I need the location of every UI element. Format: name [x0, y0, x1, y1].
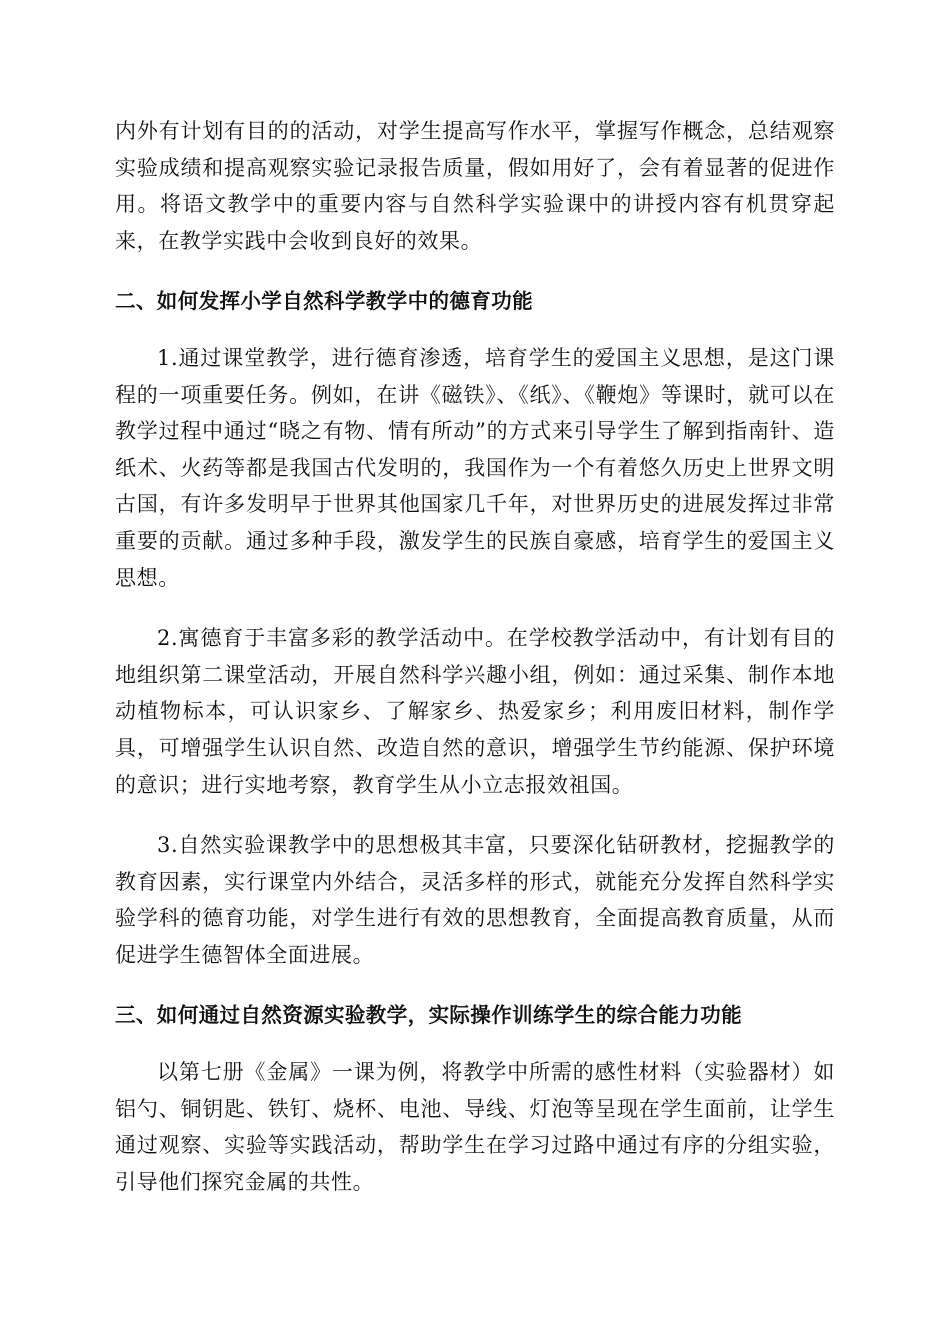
section-heading-2: 二、如何发挥小学自然科学教学中的德育功能: [115, 289, 533, 314]
paragraph-point-2: 2.寓德育于丰富多彩的教学活动中。在学校教学活动中，有计划有目的地组织第二课堂活动，开展自然科学兴趣小组，例如：通过采集、制作本地动植物标本，可认识家乡、了解家乡、热爱家乡；利用废旧材料，制作学具，可增强学生认识自然、改造自然的意识，增强学生节约能源、保护环境的意识；进行实地考察，教育学生从小立志报效祖国。: [115, 626, 835, 797]
section-heading-3: 三、如何通过自然资源实验教学，实际操作训练学生的综合能力功能: [115, 1003, 742, 1028]
document-page: [115, 113, 835, 1200]
paragraph-metal-example: 以第七册《金属》一课为例，将教学中所需的感性材料（实验器材）如铝勺、铜钥匙、铁钉、烧杯、电池、导线、灯泡等呈现在学生面前，让学生通过观察、实验等实践活动，帮助学生在学习过路中通过有序的分组实验，引导他们探究金属的共性。: [115, 1060, 835, 1194]
paragraph-intro-continued: 内外有计划有目的的活动，对学生提高写作水平，掌握写作概念，总结观察实验成绩和提高观察实验记录报告质量，假如用好了，会有着显著的促进作用。将语文教学中的重要内容与自然科学实验课中的讲授内容有机贯穿起来，在教学实践中会收到良好的效果。: [115, 119, 835, 253]
paragraph-point-1: 1.通过课堂教学，进行德育渗透，培育学生的爱国主义思想，是这门课程的一项重要任务。例如，在讲《磁铁》、《纸》、《鞭炮》等课时，就可以在教学过程中通过“晓之有物、情有所动”的方式来引导学生了解到指南针、造纸术、火药等都是我国古代发明的，我国作为一个有着悠久历史上世界文明古国，有许多发明早于世界其他国家几千年，对世界历史的进展发挥过非常重要的贡献。通过多种手段，激发学生的民族自豪感，培育学生的爱国主义思想。: [115, 345, 835, 590]
paragraph-point-3: 3.自然实验课教学中的思想极其丰富，只要深化钻研教材，挖掘教学的教育因素，实行课堂内外结合，灵活多样的形式，就能充分发挥自然科学实验学科的德育功能，对学生进行有效的思想教育，全面提高教育质量，从而促进学生德智体全面进展。: [115, 833, 835, 967]
